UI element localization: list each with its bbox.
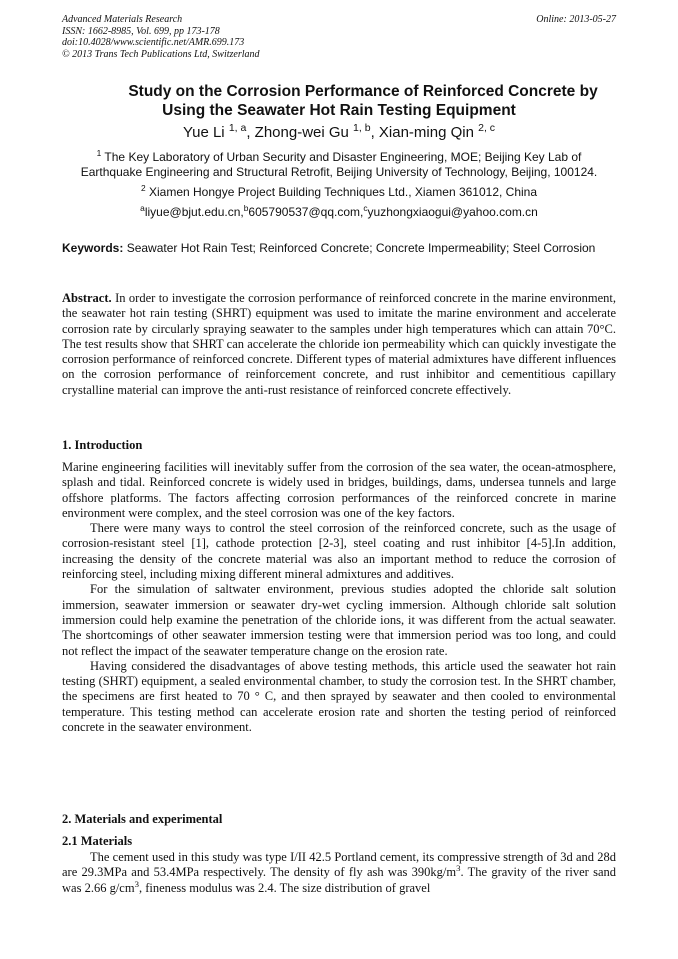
unit-exponent-1: 3 <box>456 863 461 874</box>
materials-paragraph-1 <box>62 850 616 896</box>
keywords <box>62 241 616 256</box>
keywords-text: Seawater Hot Rain Test; Reinforced Concrete; Concrete Impermeability; Steel Corrosion <box>123 241 596 255</box>
section-1-heading: 1. Introduction <box>62 438 143 452</box>
journal-name: Advanced Materials Research <box>62 14 183 25</box>
affiliation-1-line-1: The Key Laboratory of Urban Security and Disaster Engineering, MOE; Beijing Key Lab of <box>101 150 582 164</box>
section-2-heading: 2. Materials and experimental <box>62 812 223 826</box>
materials-text-c: , fineness modulus was 2.4. The size distribution of gravel <box>138 880 431 895</box>
title-line-2: Using the Seawater Hot Rain Testing Equipment <box>162 102 516 119</box>
journal-header <box>62 14 616 60</box>
author-3: , Xian-ming Qin <box>370 124 479 141</box>
paper-title <box>62 82 616 120</box>
email-b: 605790537@qq.com, <box>248 205 364 219</box>
materials-text-b: . The gravity of the river sand was 2.66 g/cm <box>62 865 616 895</box>
author-2-marker: 1, b <box>353 122 371 134</box>
section-1-body <box>62 460 616 735</box>
subsection-2-1-heading: 2.1 Materials <box>62 834 133 848</box>
abstract-label: Abstract. <box>62 291 112 305</box>
keywords-label: Keywords: <box>62 241 124 255</box>
email-c: yuzhongxiaogui@yahoo.com.cn <box>367 205 538 219</box>
affiliation-1-number: 1 <box>96 148 102 158</box>
author-3-marker: 2, c <box>478 122 496 134</box>
issn-line: ISSN: 1662-8985, Vol. 699, pp 173-178 <box>62 25 220 37</box>
affiliation-2 <box>62 185 616 200</box>
author-1-marker: 1, a <box>228 122 247 134</box>
online-date: Online: 2013-05-27 <box>536 14 616 25</box>
author-2: , Zhong-wei Gu <box>246 124 354 141</box>
intro-paragraph-3: For the simulation of saltwater environment, previous studies adopted the chloride salt solution immersion, seawater immersion or seawater dry-wet cycling immersion. Although chloride salt solution immersion could help examine the penetration of the chloride ions, it was different from the actual seawater. The shortcomings of other seawater immersion testing were that immersion period was too long, and could not reflect the impact of the seawater temperature change on the erosion rate. <box>62 582 616 658</box>
author-list <box>62 124 616 142</box>
unit-exponent-2: 3 <box>134 878 139 889</box>
email-a-marker: a <box>140 203 145 213</box>
intro-paragraph-2: There were many ways to control the steel corrosion of the reinforced concrete, such as the usage of corrosion-resistant steel [1], cathode protection [2-3], steel coating and rust inhibitor [4-5].In addition, increasing the density of the concrete material was also an important method to reduce the corrosion of reinforcing steel, including mixing different mineral admixtures and additives. <box>62 521 616 582</box>
doi-line: doi:10.4028/www.scientific.net/AMR.699.173 <box>62 37 245 48</box>
affiliation-1 <box>62 150 616 180</box>
abstract-text: In order to investigate the corrosion performance of reinforced concrete in the marine environment, the seawater hot rain testing (SHRT) equipment was used to imitate the marine environment and accelerate corrosion rate by circularly spraying seawater to the samples under high temperatures which can attain 70°C. The test results show that SHRT can accelerate the chloride ion permeability which can quickly investigate the corrosion performance of reinforced concrete. Different types of material admixtures have different influences on the corrosion performance of reinforcement concrete, and rust inhibitor and cementitious capillary crystalline material can improve the anti-rust resistance of reinforced concrete effectively. <box>62 291 616 397</box>
section-2-body <box>62 850 616 896</box>
intro-paragraph-1: Marine engineering facilities will inevitably suffer from the corrosion of the sea water, the ocean-atmosphere, splash and tidal. Reinforced concrete is widely used in bridges, buildings, dams, undersea tunnels and large offshore platforms. The factors affecting corrosion performances of the reinforced concrete in marine environment were complex, and the steel corrosion was one of the key factors. <box>62 460 616 520</box>
intro-paragraph-4: Having considered the disadvantages of above testing methods, this article used the seawater hot rain testing (SHRT) equipment, a sealed environmental chamber, to study the corrosion test. In the SHRT chamber, the specimens are first heated to 70 ° C, and then sprayed by seawater and then cooled to environmental temperature. This testing method can accelerate erosion rate and shorten the testing period of reinforced concrete in the seawater environment. <box>62 658 616 735</box>
materials-text-a: The cement used in this study was type I/II 42.5 Portland cement, its compressive strength of 3d and 28d are 29.3MPa and 53.4MPa respectively. The density of fly ash was 390kg/m <box>62 850 616 880</box>
email-b-marker: b <box>243 203 249 213</box>
abstract <box>62 291 616 398</box>
title-line-1: Study on the Corrosion Performance of Reinforced Concrete by <box>128 83 598 100</box>
email-a: liyue@bjut.edu.cn, <box>144 205 244 219</box>
affiliation-1-line-2: Earthquake Engineering and Structural Retrofit, Beijing University of Technology, Beijing, 100124. <box>80 165 598 179</box>
affiliation-2-text: Xiamen Hongye Project Building Techniques Ltd., Xiamen 361012, China <box>145 185 538 199</box>
affiliation-2-number: 2 <box>140 183 146 193</box>
email-c-marker: c <box>363 203 368 213</box>
email-line <box>62 205 616 220</box>
copyright-line: © 2013 Trans Tech Publications Ltd, Switzerland <box>62 48 260 60</box>
author-1: Yue Li <box>182 124 229 141</box>
